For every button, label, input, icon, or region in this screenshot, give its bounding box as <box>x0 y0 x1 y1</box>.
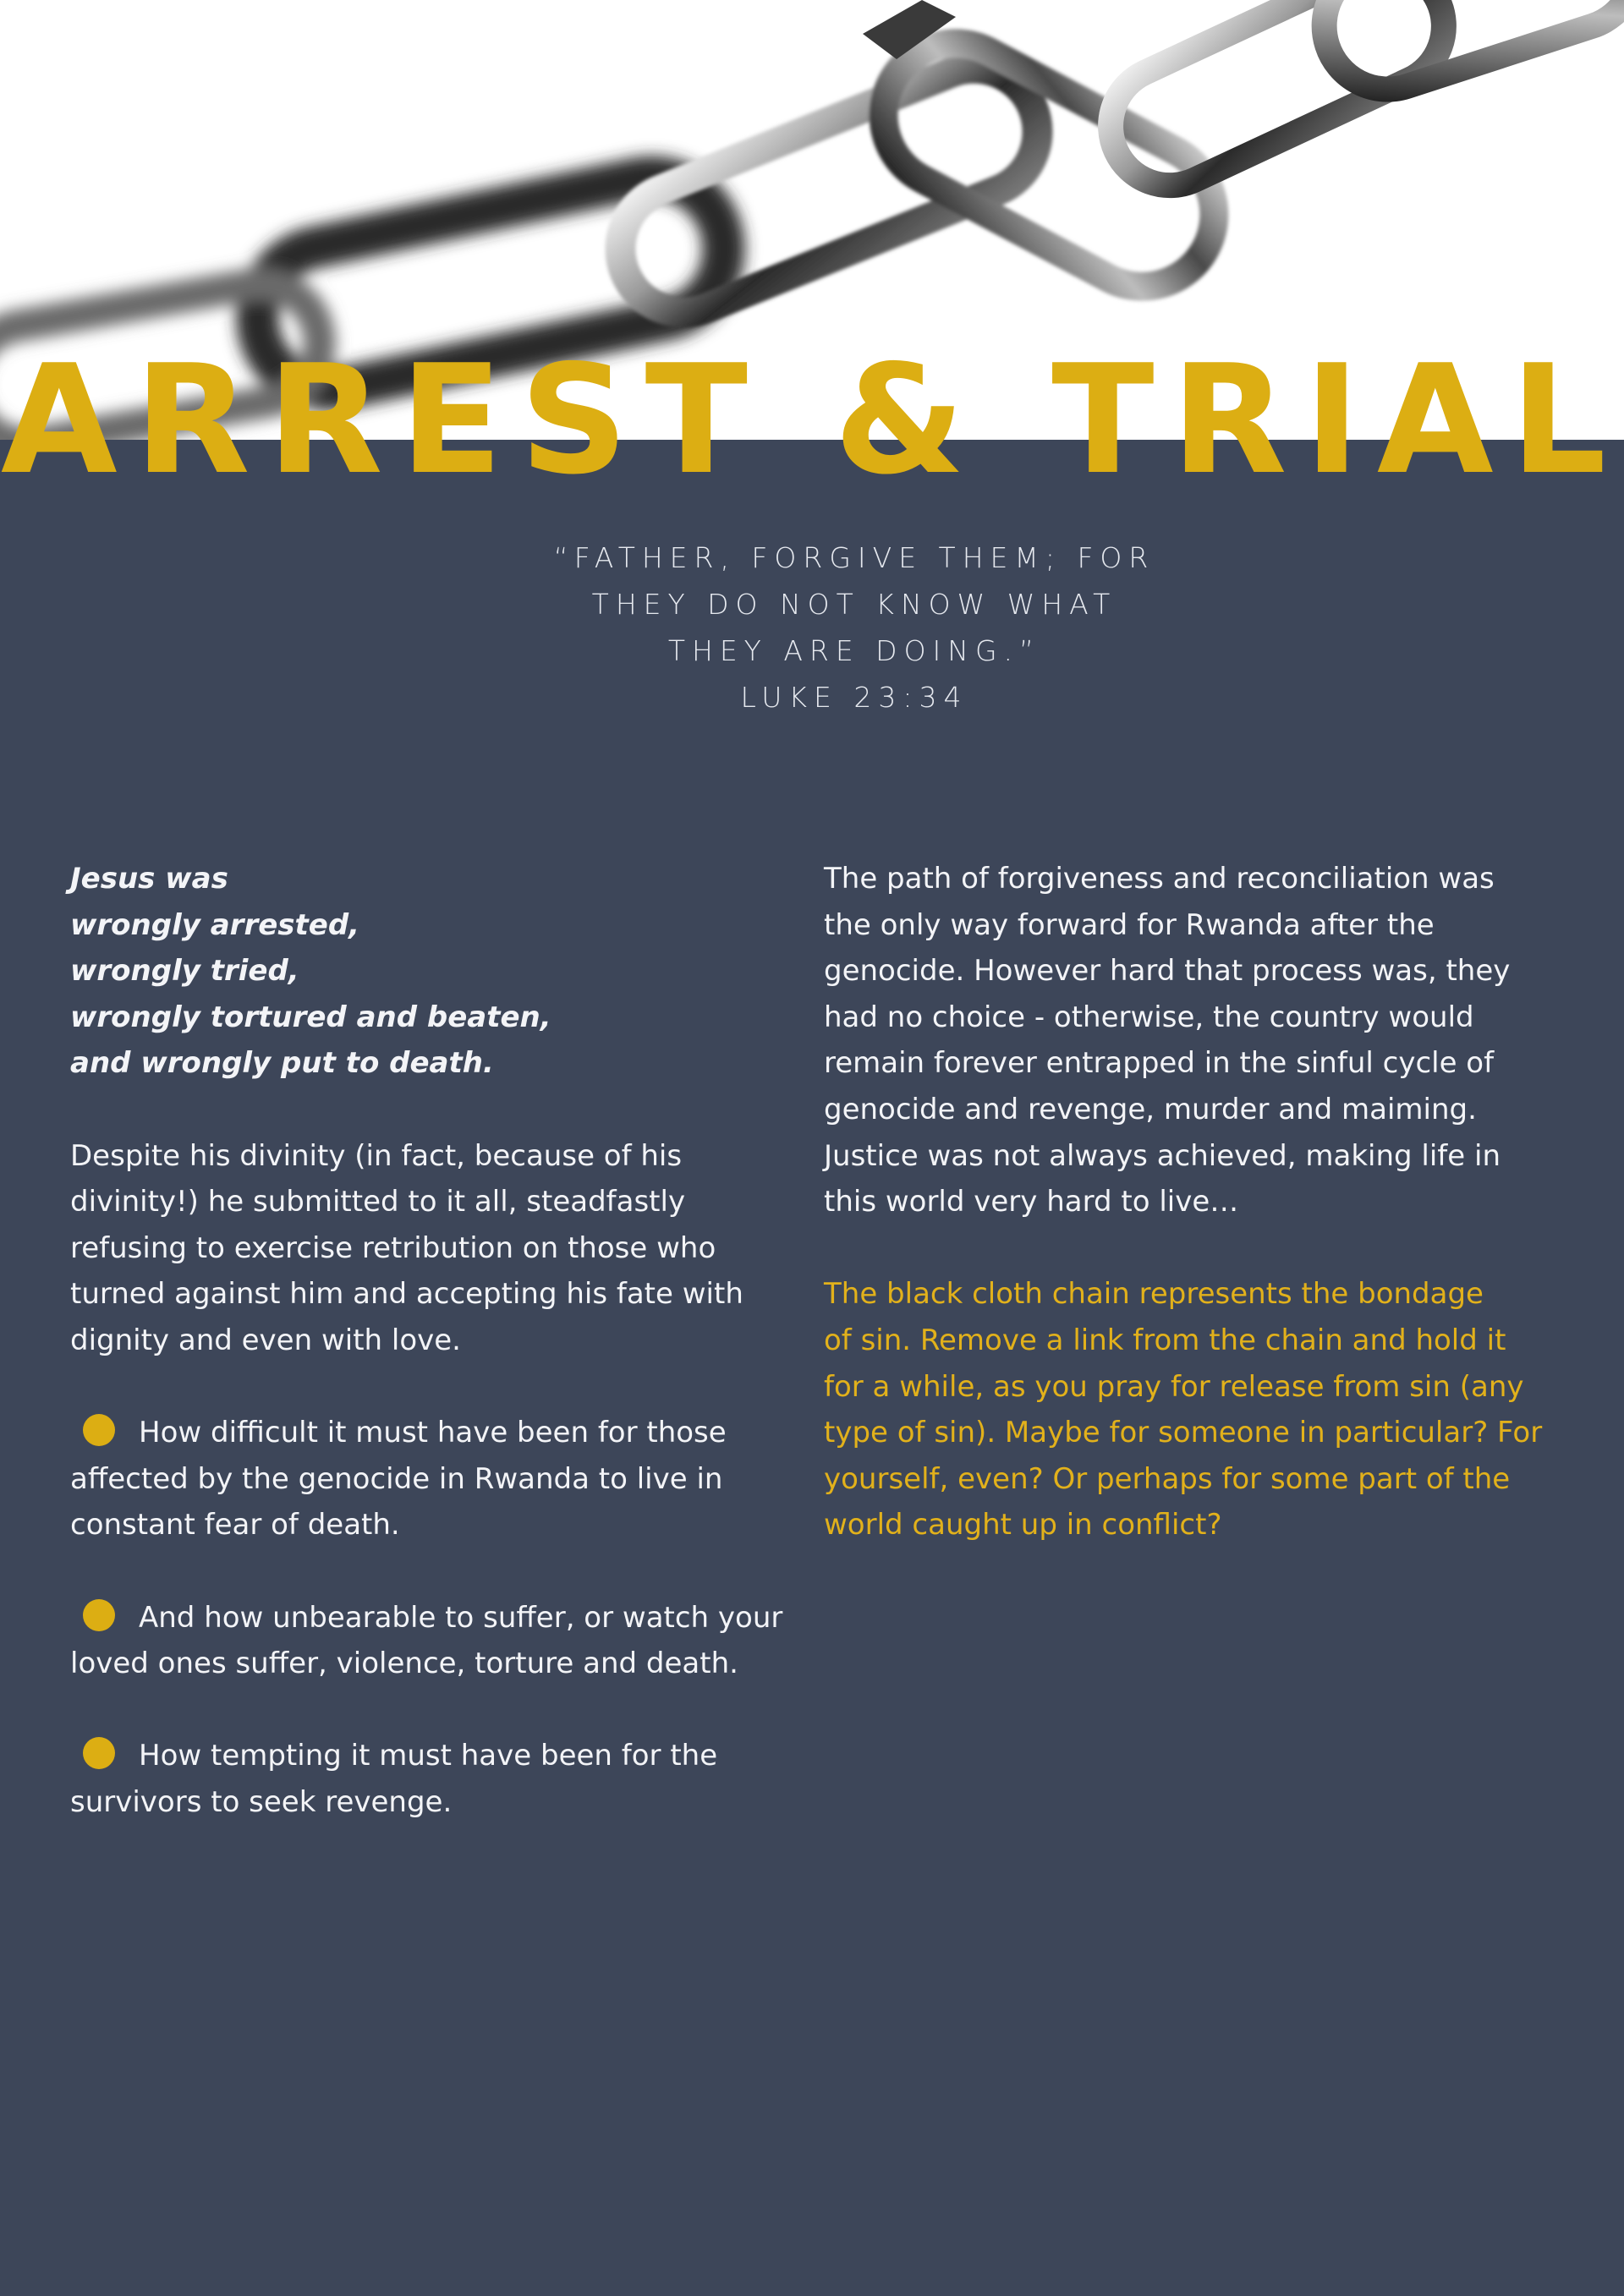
bullet-text: constant fear of death. <box>70 1508 400 1543</box>
paragraph-line: divinity!) he submitted to it all, steadfastly <box>70 1185 686 1219</box>
bullet-text: affected by the genocide in Rwanda to live in <box>70 1461 723 1496</box>
italic-line: and wrongly put to death. <box>70 1046 494 1081</box>
bullet-text: How difficult it must have been for those <box>139 1416 727 1450</box>
paragraph-line: genocide and revenge, murder and maiming. <box>824 1092 1477 1126</box>
paragraph-line: dignity and even with love. <box>70 1323 461 1357</box>
italic-line: wrongly tortured and beaten, <box>70 1000 551 1034</box>
highlight-line: type of sin). Maybe for someone in particular? For <box>824 1416 1543 1450</box>
bullet-text: loved ones suffer, violence, torture and death. <box>70 1647 738 1681</box>
paragraph-line: had no choice - otherwise, the country would <box>824 1000 1474 1034</box>
left-column <box>70 856 806 1825</box>
bullet-dot-icon <box>83 1599 115 1631</box>
bullet-item <box>70 1595 806 1687</box>
quote-reference: LUKE 23:34 <box>740 681 968 714</box>
bullet-text: survivors to seek revenge. <box>70 1784 453 1819</box>
highlight-line: for a while, as you pray for release from sin (any <box>824 1369 1524 1404</box>
paragraph-line: Despite his divinity (in fact, because of his <box>70 1138 683 1173</box>
italic-line: Jesus was <box>70 862 228 896</box>
paragraph-line: refusing to exercise retribution on those who <box>70 1230 716 1265</box>
italic-line: wrongly arrested, <box>70 907 360 942</box>
page-title: ARREST & TRIAL <box>0 332 1624 507</box>
chain-link-right <box>863 0 1624 205</box>
paragraph-line: the only way forward for Rwanda after the <box>824 907 1435 942</box>
bullet-text: And how unbearable to suffer, or watch your <box>139 1600 783 1635</box>
highlight-line: The black cloth chain represents the bondage <box>824 1277 1484 1312</box>
paragraph-line: turned against him and accepting his fate with <box>70 1277 743 1312</box>
right-column <box>824 856 1568 1548</box>
bullet-item <box>70 1733 806 1825</box>
bullet-dot-icon <box>83 1414 115 1446</box>
bullet-item <box>70 1410 806 1548</box>
highlight-line: of sin. Remove a link from the chain and hold it <box>824 1323 1506 1357</box>
paragraph-line: this world very hard to live… <box>824 1185 1239 1219</box>
scripture-quote <box>389 534 1320 721</box>
paragraph-line: The path of forgiveness and reconciliation was <box>824 862 1495 896</box>
italic-line: wrongly tried, <box>70 954 299 989</box>
quote-line: “FATHER, FORGIVE THEM; FOR <box>553 541 1155 574</box>
bullet-dot-icon <box>83 1737 115 1769</box>
bullet-text: How tempting it must have been for the <box>139 1739 718 1773</box>
paragraph-line: genocide. However hard that process was, they <box>824 954 1511 989</box>
highlight-line: world caught up in conflict? <box>824 1508 1222 1543</box>
quote-line: THEY ARE DOING.” <box>667 634 1041 667</box>
highlight-line: yourself, even? Or perhaps for some part of the <box>824 1461 1511 1496</box>
paragraph-line: remain forever entrapped in the sinful cycle of <box>824 1046 1495 1081</box>
quote-line: THEY DO NOT KNOW WHAT <box>591 588 1117 621</box>
paragraph-line: Justice was not always achieved, making life in <box>824 1138 1501 1173</box>
